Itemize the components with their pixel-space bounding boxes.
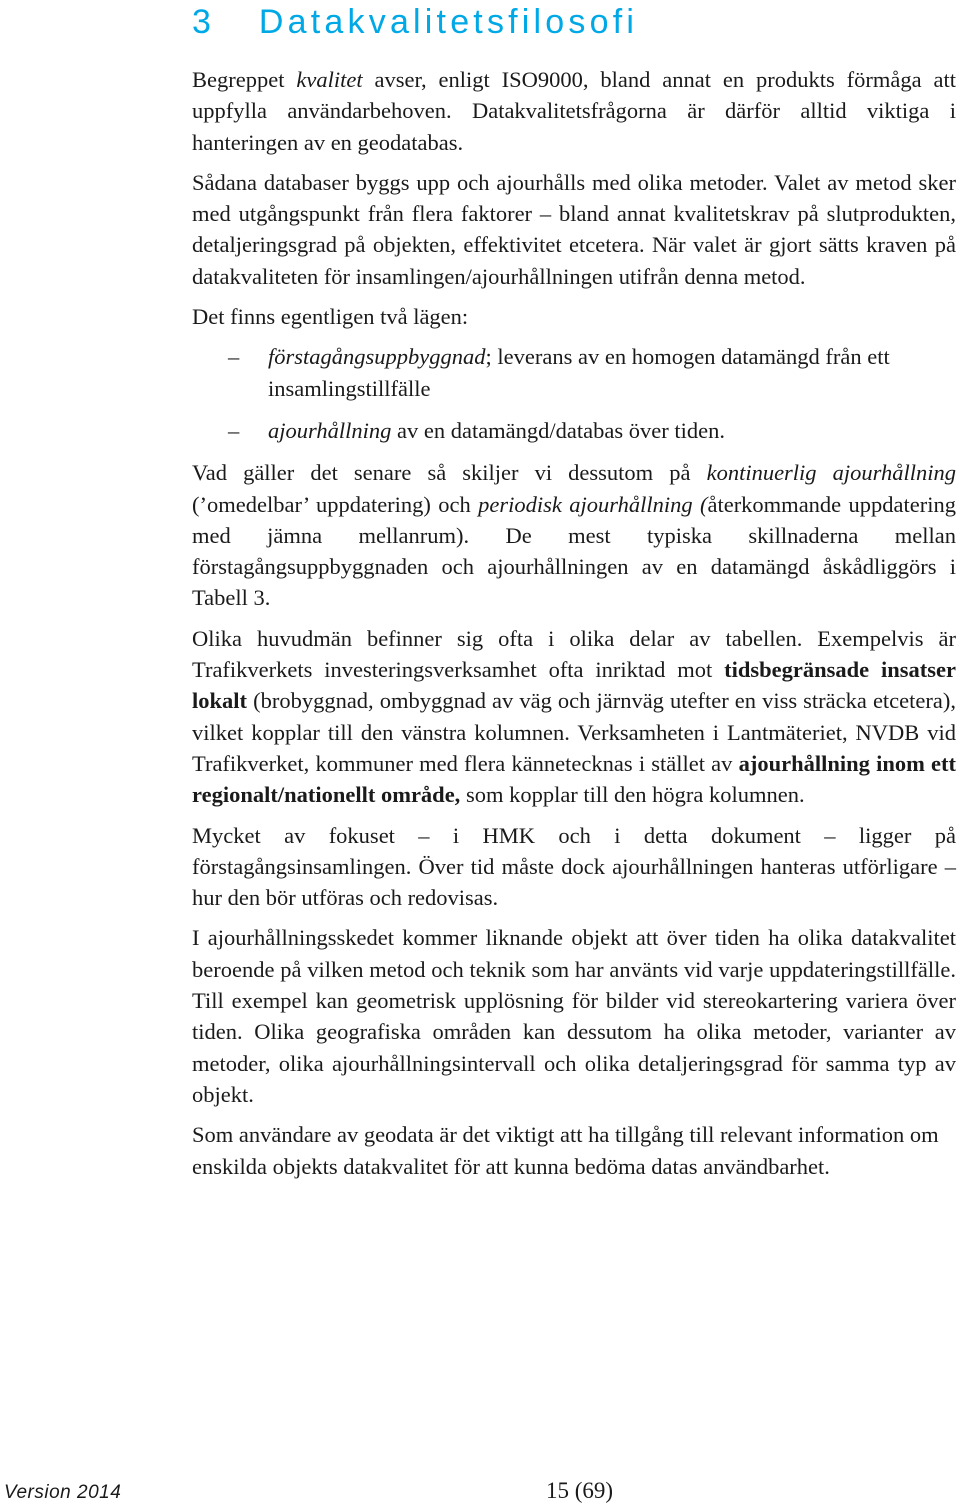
section-heading <box>192 2 638 42</box>
paragraph-focus: Mycket av fokuset – i HMK och i detta dokument – ligger på förstagångsinsamlingen. Över tid måste dock ajourhållningen hanteras utförligare – hur den bör utföras och redovisas. <box>192 822 956 911</box>
modes-list <box>192 341 956 446</box>
text-run: Olika huvudmän befinner sig ofta i olika delar av tabellen. Exempelvis är Trafikverkets investeringsverksamhet ofta inriktad mot <box>192 625 956 683</box>
paragraph-maintenance-phase: I ajourhållningsskedet kommer liknande objekt att över tiden ha olika datakvalitet beroende på vilken metod och teknik som har använts vid varje uppdateringstillfälle. Till exempel kan geometrisk upplösning för bilder vid stereokartering variera över tiden. Olika geografiska områden kan dessutom ha olika metoder, varianter av metoder, olika ajourhållningsintervall och olika detaljeringsgrad för samma typ av objekt. <box>192 925 956 1107</box>
list-item <box>192 415 956 446</box>
text-run: (brobyggnad, ombyggnad av väg och järnväg utefter en viss sträcka etcetera), vilket kopplar till den vänstra kolumnen. Verksamheten i Lantmäteriet, NVDB vid Trafikverket, kommuner med flera kännetecknas i stället av <box>192 688 956 776</box>
paragraph-user-information: Som användare av geodata är det viktigt att ha tillgång till relevant information om enskilda objekts datakvalitet för att kunna bedöma datas användbarhet. <box>192 1122 939 1179</box>
text-run: avser, enligt ISO9000, bland annat en produkts förmåga att uppfylla användarbehoven. Datakvalitetsfrågorna är därför alltid viktiga i hanteringen av en geodatabas. <box>192 67 957 155</box>
section-number: 3 <box>192 3 211 41</box>
term-kvalitet: kvalitet <box>296 67 363 92</box>
dash-bullet: – <box>228 344 240 370</box>
text-run: Begreppet <box>192 67 297 92</box>
emphasis-regional-maintenance: ajourhållning inom ett regionalt/nationellt område, <box>192 750 956 808</box>
dash-bullet: – <box>228 417 240 443</box>
text-run: Vad gäller det senare så skiljer vi dessutom på <box>192 460 707 486</box>
paragraph-authorities <box>192 623 956 811</box>
body-text <box>192 64 956 1191</box>
list-term: förstagångsuppbyggnad <box>268 344 486 370</box>
paragraph-maintenance-types <box>192 457 956 613</box>
list-term: ajourhållning <box>268 417 392 443</box>
text-run: (’omedelbar’ uppdatering) och <box>192 491 479 517</box>
list-text: av en datamängd/databas över tiden. <box>391 417 725 443</box>
paragraph-two-modes-intro: Det finns egentligen två lägen: <box>192 304 469 330</box>
text-run: som kopplar till den högra kolumnen. <box>460 782 805 808</box>
list-item <box>192 341 956 404</box>
term-periodisk-ajourhallning: periodisk ajourhållning ( <box>478 491 708 517</box>
paragraph-quality-definition <box>192 64 956 158</box>
emphasis-local-efforts: tidsbegränsade insatser lokalt <box>192 657 956 714</box>
list-text: ; leverans av en homogen datamängd från ett insamlingstillfälle <box>268 344 890 401</box>
footer-page-number: 15 (69) <box>546 1478 614 1503</box>
text-run: återkommande uppdatering med jämna mellanrum). De mest typiska skillnaderna mellan förstagångsuppbyggnaden och ajourhållningen av en datamängd åskådliggörs i Tabell 3. <box>192 491 956 611</box>
footer-version: Version 2014 <box>4 1482 122 1503</box>
paragraph-methods: Sådana databaser byggs upp och ajourhålls med olika metoder. Valet av metod sker med utgångspunkt från flera faktorer – bland annat kvalitetskrav på slutprodukten, detaljeringsgrad på objekten, effektivitet etcetera. När valet är gjort sätts kraven på datakvaliteten för insamlingen/ajourhållningen utifrån denna metod. <box>192 169 956 289</box>
section-title: Datakvalitetsfilosofi <box>258 3 639 41</box>
term-kontinuerlig-ajourhallning: kontinuerlig ajourhållning <box>706 460 956 486</box>
